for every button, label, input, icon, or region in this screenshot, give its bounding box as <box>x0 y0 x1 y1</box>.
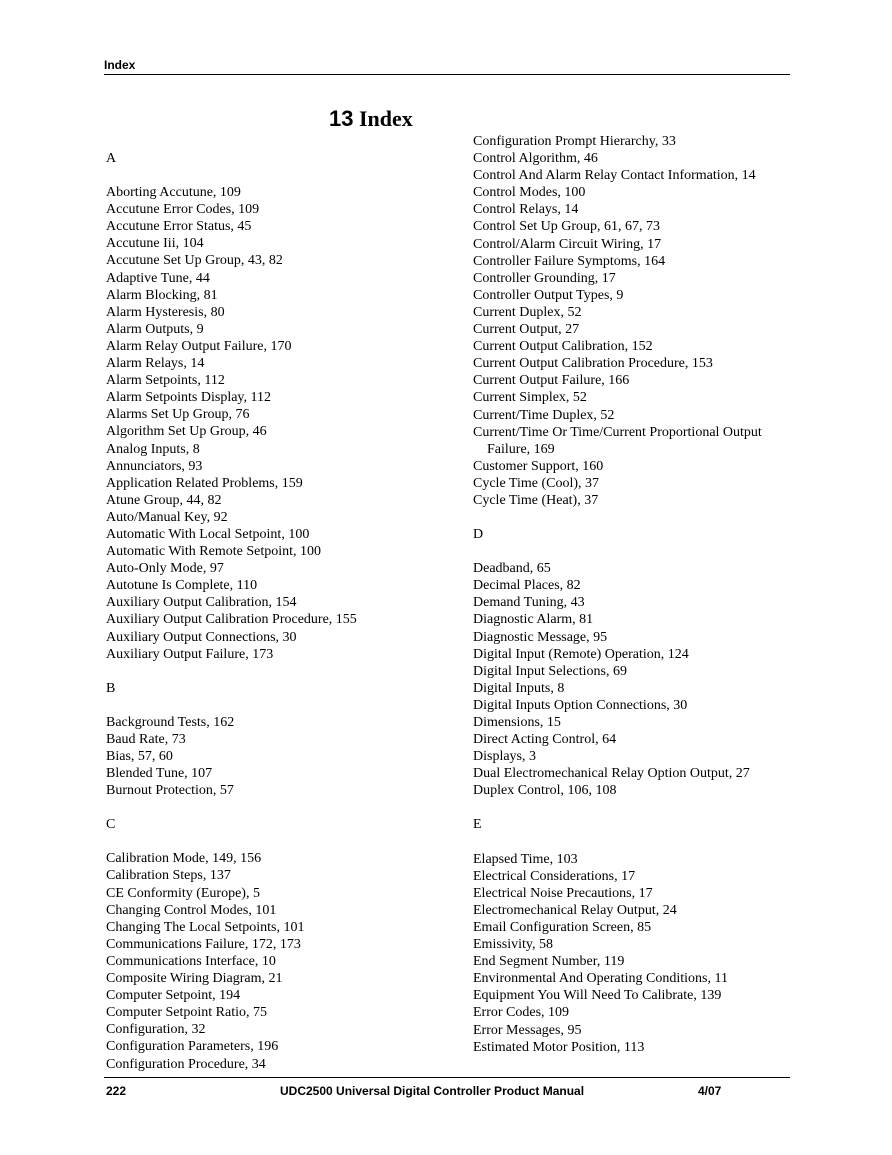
index-entry: Digital Inputs Option Connections, 30 <box>473 697 688 713</box>
index-section <box>106 680 466 800</box>
running-header <box>104 58 790 75</box>
index-entry: Alarm Blocking, 81 <box>106 287 218 303</box>
index-entry: Current/Time Duplex, 52 <box>473 407 615 423</box>
index-entry: Controller Output Types, 9 <box>473 287 624 303</box>
index-entry: Automatic With Local Setpoint, 100 <box>106 526 310 542</box>
index-section <box>106 816 466 1072</box>
index-entry: Accutune Error Codes, 109 <box>106 202 260 218</box>
index-entry: Dimensions, 15 <box>473 715 561 730</box>
index-entry: Algorithm Set Up Group, 46 <box>106 424 267 440</box>
index-entry: Cycle Time (Cool), 37 <box>473 475 600 491</box>
section-letter: A <box>106 151 117 166</box>
index-entry: Cycle Time (Heat), 37 <box>473 492 599 508</box>
index-entry: Auxiliary Output Calibration, 154 <box>106 595 297 611</box>
index-entry: Bias, 57, 60 <box>106 749 173 764</box>
index-entry: Annunciators, 93 <box>106 458 203 474</box>
index-entry: Electromechanical Relay Output, 24 <box>473 902 677 918</box>
index-entry: Controller Failure Symptoms, 164 <box>473 253 666 269</box>
running-footer <box>104 1077 790 1098</box>
index-entry: Electrical Considerations, 17 <box>473 868 636 884</box>
manual-title: UDC2500 Universal Digital Controller Product Manual <box>280 1084 585 1098</box>
index-entry: Current Output Calibration Procedure, 153 <box>473 356 713 372</box>
index-entry: Control Modes, 100 <box>473 185 586 201</box>
page-number: 222 <box>106 1084 127 1098</box>
index-entry: Control Algorithm, 46 <box>473 151 598 167</box>
index-entry: Autotune Is Complete, 110 <box>106 578 258 594</box>
index-entry: Changing Control Modes, 101 <box>106 902 277 918</box>
index-entry: Diagnostic Alarm, 81 <box>473 612 594 628</box>
index-entry: Diagnostic Message, 95 <box>473 629 608 645</box>
index-entry: Current Simplex, 52 <box>473 390 587 406</box>
section-letter: D <box>473 527 484 543</box>
index-entry: Communications Failure, 172, 173 <box>106 936 301 952</box>
index-entry: Error Messages, 95 <box>473 1022 582 1038</box>
index-entry: Deadband, 65 <box>473 561 551 577</box>
index-entry: Automatic With Remote Setpoint, 100 <box>106 544 321 560</box>
index-entry: Current Output, 27 <box>473 322 580 338</box>
index-entry: Computer Setpoint Ratio, 75 <box>106 1005 267 1021</box>
index-entry: Digital Input (Remote) Operation, 124 <box>473 646 689 662</box>
index-entry: Alarms Set Up Group, 76 <box>106 407 250 423</box>
index-entry: Analog Inputs, 8 <box>106 441 200 457</box>
index-entry: Decimal Places, 82 <box>473 578 581 594</box>
index-entry: Calibration Mode, 149, 156 <box>106 851 262 867</box>
index-entry: Calibration Steps, 137 <box>106 868 231 884</box>
index-entry: Accutune Iii, 104 <box>106 236 204 252</box>
index-entry: Auxiliary Output Calibration Procedure, 155 <box>106 612 357 628</box>
page-title <box>329 106 413 132</box>
chapter-number: 13 <box>329 106 354 131</box>
index-entry: Direct Acting Control, 64 <box>473 732 617 748</box>
index-entry: Duplex Control, 106, 108 <box>473 783 617 799</box>
index-entry: Configuration Procedure, 34 <box>106 1056 266 1072</box>
index-entry: Accutune Error Status, 45 <box>106 219 252 235</box>
index-entry: Current/Time Or Time/Current Proportional Output Failure, 169 <box>473 424 762 457</box>
index-entry: Current Duplex, 52 <box>473 304 582 320</box>
section-letter: E <box>473 817 482 833</box>
index-entry: End Segment Number, 119 <box>473 954 625 970</box>
index-entry: Displays, 3 <box>473 749 536 765</box>
index-entry: Control And Alarm Relay Contact Information, 14 <box>473 168 756 184</box>
index-entry: Aborting Accutune, 109 <box>106 185 241 201</box>
index-entry: Environmental And Operating Conditions, 11 <box>473 971 728 987</box>
index-entry: Background Tests, 162 <box>106 714 235 730</box>
index-entry: Changing The Local Setpoints, 101 <box>106 919 305 935</box>
index-entry: Elapsed Time, 103 <box>473 851 578 867</box>
index-entry: Electrical Noise Precautions, 17 <box>473 885 653 901</box>
index-entry: Estimated Motor Position, 113 <box>473 1039 645 1055</box>
index-column-left <box>106 150 466 1090</box>
index-entry: Application Related Problems, 159 <box>106 475 303 491</box>
index-entry: Controller Grounding, 17 <box>473 270 616 286</box>
index-entry: Control Relays, 14 <box>473 202 579 218</box>
index-entry: Communications Interface, 10 <box>106 953 276 969</box>
index-entry: Accutune Set Up Group, 43, 82 <box>106 253 283 269</box>
index-entry: Dual Electromechanical Relay Option Output, 27 <box>473 766 750 782</box>
index-entry: Digital Input Selections, 69 <box>473 663 627 679</box>
index-entry: Alarm Relays, 14 <box>106 356 205 372</box>
index-entry: Current Output Calibration, 152 <box>473 339 653 355</box>
chapter-title: Index <box>358 106 413 131</box>
index-entry: Control Set Up Group, 61, 67, 73 <box>473 219 661 235</box>
header-section-label: Index <box>104 58 136 72</box>
index-entry: Configuration, 32 <box>106 1022 206 1038</box>
index-section <box>106 150 466 663</box>
section-letter: B <box>106 680 116 696</box>
index-entry: Current Output Failure, 166 <box>473 373 630 389</box>
index-column-right <box>473 133 783 1073</box>
index-entry: Auxiliary Output Failure, 173 <box>106 646 274 662</box>
index-entry: Adaptive Tune, 44 <box>106 270 210 286</box>
index-entry: Demand Tuning, 43 <box>473 595 585 611</box>
index-entry: Composite Wiring Diagram, 21 <box>106 971 283 987</box>
index-entry: Burnout Protection, 57 <box>106 783 234 799</box>
index-entry: Configuration Prompt Hierarchy, 33 <box>473 134 676 149</box>
index-entry: Baud Rate, 73 <box>106 731 186 747</box>
section-letter: C <box>106 817 116 833</box>
index-entry: Emissivity, 58 <box>473 937 553 953</box>
index-entry: Alarm Setpoints, 112 <box>106 373 225 389</box>
index-section <box>473 816 783 1055</box>
index-entry: Customer Support, 160 <box>473 458 604 474</box>
index-entry: CE Conformity (Europe), 5 <box>106 885 260 901</box>
index-entry: Auto/Manual Key, 92 <box>106 509 228 525</box>
index-entry: Alarm Outputs, 9 <box>106 321 204 337</box>
index-entry: Equipment You Will Need To Calibrate, 139 <box>473 988 722 1004</box>
index-entry: Auto-Only Mode, 97 <box>106 561 224 577</box>
publication-date: 4/07 <box>698 1084 722 1098</box>
index-section <box>473 526 783 799</box>
index-entry: Control/Alarm Circuit Wiring, 17 <box>473 236 662 252</box>
index-entry: Computer Setpoint, 194 <box>106 988 241 1004</box>
index-entry: Alarm Hysteresis, 80 <box>106 304 225 320</box>
index-entry: Email Configuration Screen, 85 <box>473 919 652 935</box>
index-entry: Configuration Parameters, 196 <box>106 1039 279 1055</box>
index-entry: Error Codes, 109 <box>473 1005 570 1021</box>
index-entry: Blended Tune, 107 <box>106 766 213 782</box>
index-entry: Digital Inputs, 8 <box>473 680 565 696</box>
index-entry: Alarm Setpoints Display, 112 <box>106 390 272 406</box>
index-section <box>473 133 783 509</box>
index-entry: Atune Group, 44, 82 <box>106 492 222 508</box>
index-entry: Alarm Relay Output Failure, 170 <box>106 338 292 354</box>
index-entry: Auxiliary Output Connections, 30 <box>106 629 297 645</box>
